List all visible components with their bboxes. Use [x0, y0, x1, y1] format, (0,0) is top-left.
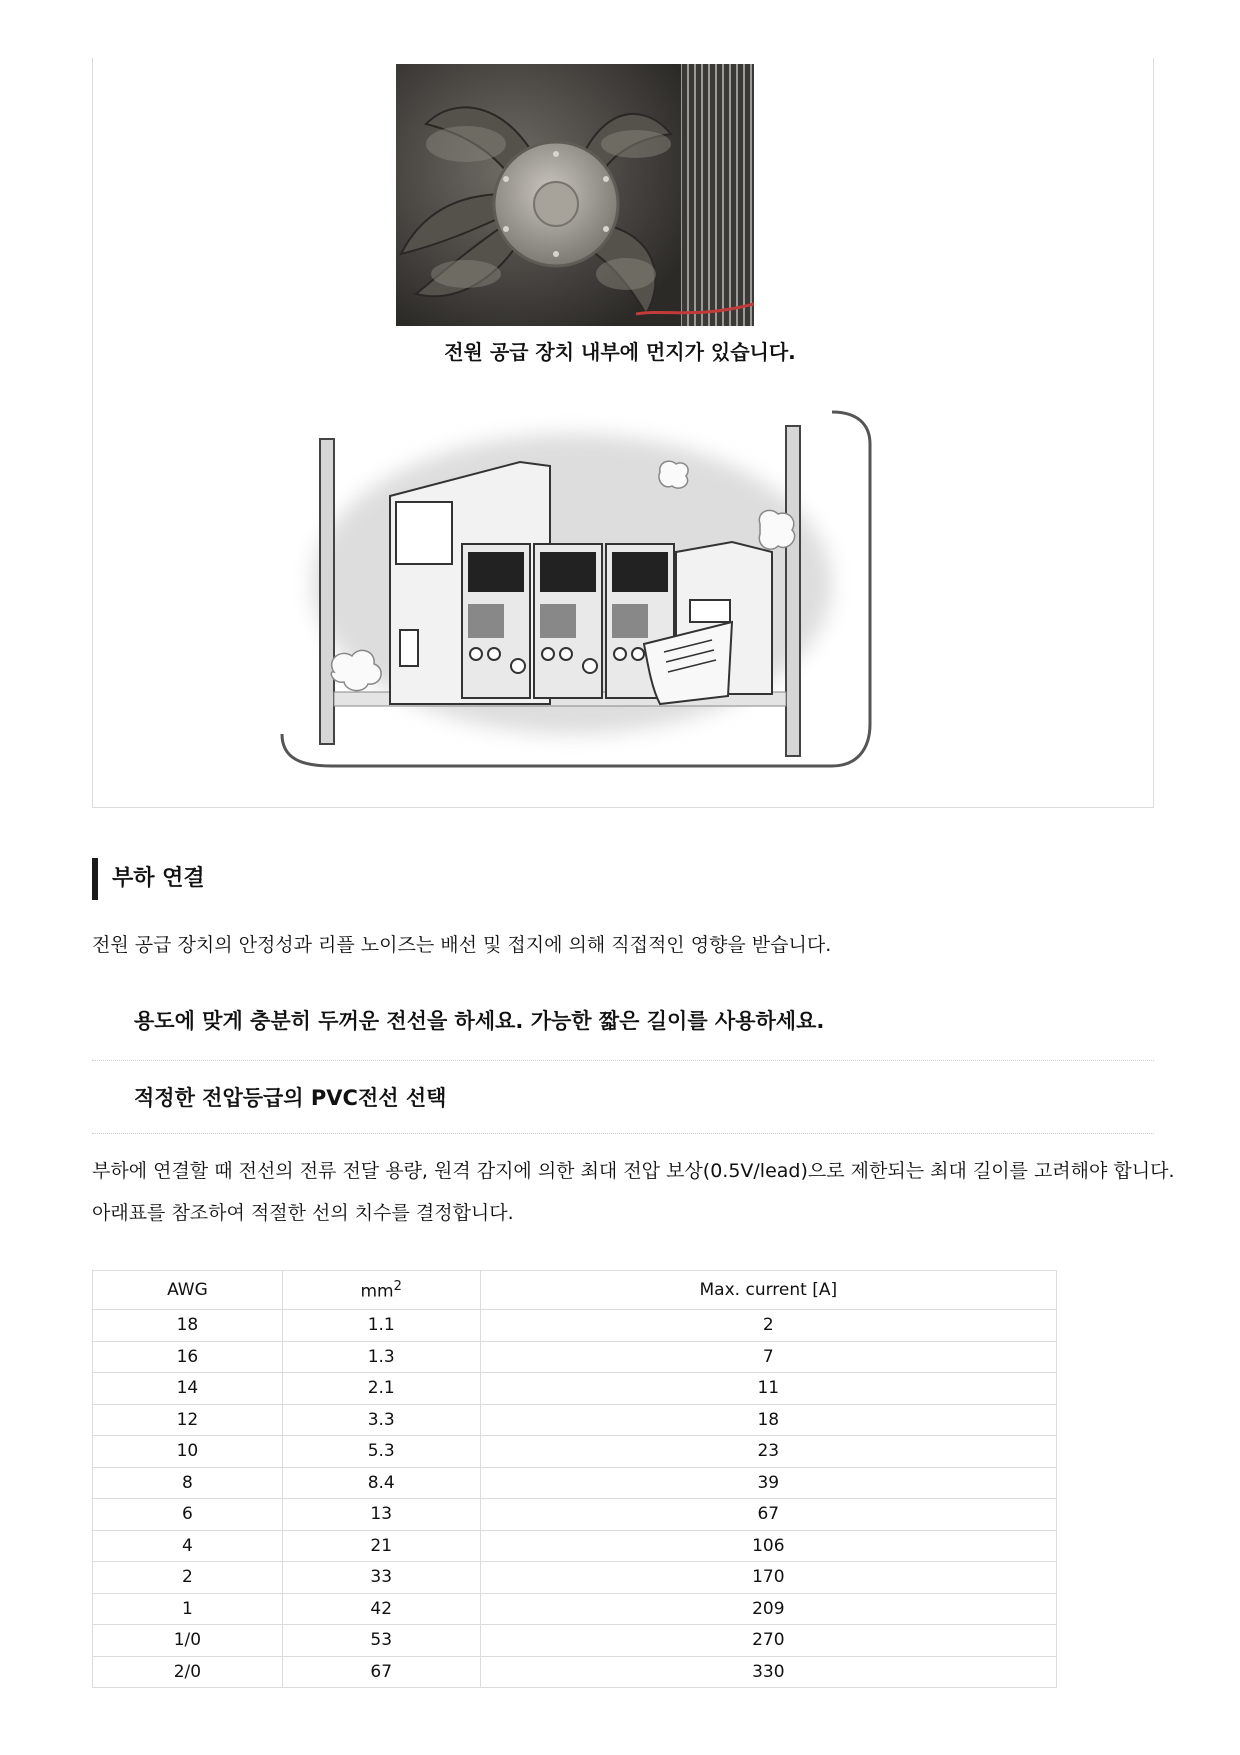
cell-mm2: 1.1: [282, 1310, 480, 1342]
cell-current: 330: [480, 1656, 1056, 1688]
cell-mm2: 21: [282, 1530, 480, 1562]
cell-awg: 2: [93, 1562, 283, 1594]
table-row: [93, 1436, 1057, 1468]
table-row: [93, 1625, 1057, 1657]
cell-awg: 1/0: [93, 1625, 283, 1657]
cell-current: 11: [480, 1373, 1056, 1405]
divider: [92, 1060, 1154, 1061]
cell-mm2: 5.3: [282, 1436, 480, 1468]
cell-awg: 18: [93, 1310, 283, 1342]
cell-awg: 12: [93, 1404, 283, 1436]
table-row: [93, 1656, 1057, 1688]
cell-mm2: 67: [282, 1656, 480, 1688]
header-max-current: Max. current [A]: [480, 1271, 1056, 1310]
cell-mm2: 3.3: [282, 1404, 480, 1436]
body-paragraph-line-2: 아래표를 참조하여 적절한 선의 치수를 결정합니다.: [92, 1202, 514, 1224]
cell-mm2: 42: [282, 1593, 480, 1625]
cell-current: 23: [480, 1436, 1056, 1468]
cell-mm2: 53: [282, 1625, 480, 1657]
cell-mm2: 33: [282, 1562, 480, 1594]
cell-awg: 4: [93, 1530, 283, 1562]
intro-paragraph: 전원 공급 장치의 안정성과 리플 노이즈는 배선 및 접지에 의해 직접적인 영향을 받습니다.: [92, 934, 832, 956]
cell-current: 67: [480, 1499, 1056, 1531]
table-row: [93, 1593, 1057, 1625]
cell-awg: 10: [93, 1436, 283, 1468]
header-mm-sup: 2: [393, 1278, 402, 1294]
tip-wire-thickness: 용도에 맞게 충분히 두꺼운 전선을 하세요. 가능한 짧은 길이를 사용하세요.: [134, 1009, 825, 1033]
dusty-rack-illustration: [272, 404, 876, 772]
cell-current: 270: [480, 1625, 1056, 1657]
table-row: [93, 1341, 1057, 1373]
header-mm2: [282, 1271, 480, 1310]
cell-awg: 2/0: [93, 1656, 283, 1688]
cell-current: 170: [480, 1562, 1056, 1594]
cell-mm2: 13: [282, 1499, 480, 1531]
dusty-fan-photo: [396, 64, 754, 326]
cell-awg: 1: [93, 1593, 283, 1625]
cell-current: 2: [480, 1310, 1056, 1342]
body-paragraph-line-1: 부하에 연결할 때 전선의 전류 전달 용량, 원격 감지에 의한 최대 전압 보상(0.5V/lead)으로 제한되는 최대 길이를 고려해야 합니다.: [92, 1160, 1175, 1182]
table-row: [93, 1562, 1057, 1594]
cell-current: 106: [480, 1530, 1056, 1562]
cell-current: 209: [480, 1593, 1056, 1625]
cell-awg: 16: [93, 1341, 283, 1373]
cell-current: 18: [480, 1404, 1056, 1436]
table-row: [93, 1530, 1057, 1562]
cell-current: 39: [480, 1467, 1056, 1499]
header-awg: AWG: [93, 1271, 283, 1310]
table-row: [93, 1467, 1057, 1499]
fan-photo-caption: 전원 공급 장치 내부에 먼지가 있습니다.: [444, 340, 796, 364]
table-row: [93, 1404, 1057, 1436]
divider: [92, 1133, 1154, 1134]
cell-current: 7: [480, 1341, 1056, 1373]
table-row: [93, 1310, 1057, 1342]
cell-mm2: 8.4: [282, 1467, 480, 1499]
section-heading-load-connection: 부하 연결: [92, 858, 205, 900]
cell-awg: 8: [93, 1467, 283, 1499]
table-header-row: [93, 1271, 1057, 1310]
cell-mm2: 2.1: [282, 1373, 480, 1405]
table-row: [93, 1373, 1057, 1405]
cell-awg: 14: [93, 1373, 283, 1405]
awg-current-table: [92, 1270, 1057, 1688]
tip-pvc-wire: 적정한 전압등급의 PVC전선 선택: [134, 1086, 447, 1110]
header-mm-base: mm: [360, 1281, 394, 1302]
cell-mm2: 1.3: [282, 1341, 480, 1373]
cell-awg: 6: [93, 1499, 283, 1531]
table-row: [93, 1499, 1057, 1531]
